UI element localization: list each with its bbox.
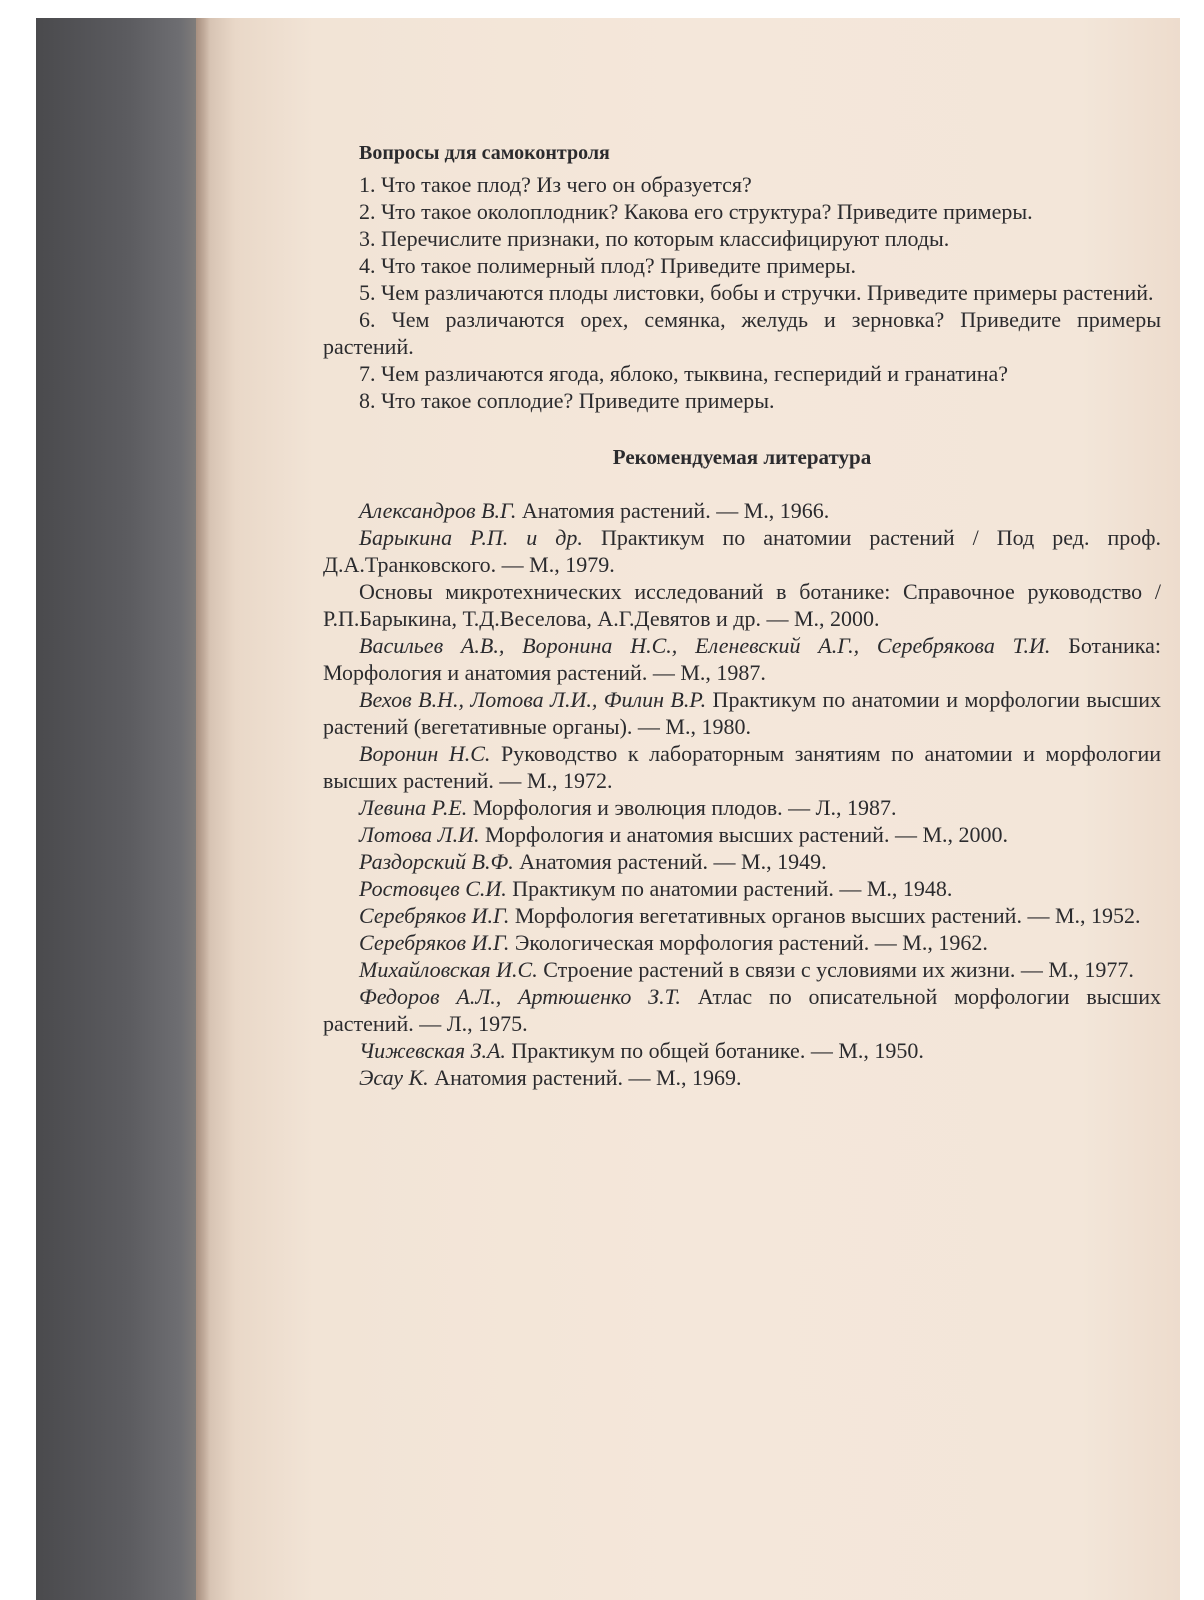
question-item: 8. Что такое соплодие? Приведите примеры. bbox=[359, 388, 775, 413]
question-item: 5. Чем различаются плоды листовки, бобы и стручки. Приведите примеры растений. bbox=[359, 280, 1154, 305]
scan-top-margin bbox=[0, 0, 1204, 18]
reference-item bbox=[323, 902, 1161, 929]
reference-item bbox=[323, 983, 1161, 1037]
reference-item bbox=[323, 740, 1161, 794]
reference-text: Практикум по анатомии и морфологии высших растений (вегетативные органы). — М., 1980. bbox=[323, 687, 1161, 739]
reference-item bbox=[323, 1037, 1161, 1064]
page-content bbox=[323, 140, 1161, 1091]
reference-author: Михайловская И.С. bbox=[359, 957, 538, 982]
reference-item bbox=[323, 929, 1161, 956]
reference-text: Основы микротехнических исследований в ботанике: Справочное руководство / Р.П.Барыкина, Т.Д.Веселова, А.Г.Девятов и др. — М., 2000. bbox=[323, 579, 1161, 631]
reference-text: Экологическая морфология растений. — М., 1962. bbox=[509, 930, 988, 955]
reference-author: Вехов В.Н., Лотова Л.И., Филин В.Р. bbox=[359, 687, 707, 712]
book-spine-shadow bbox=[36, 18, 206, 1600]
reference-text: Ботаника: Морфология и анатомия растений. — М., 1987. bbox=[323, 633, 1161, 685]
reference-author: Александров В.Г. bbox=[359, 498, 517, 523]
questions-list bbox=[323, 171, 1161, 414]
reference-item bbox=[323, 875, 1161, 902]
reference-item bbox=[323, 524, 1161, 578]
reference-author: Лотова Л.И. bbox=[359, 822, 480, 847]
questions-heading: Вопросы для самоконтроля bbox=[359, 142, 610, 164]
reference-item bbox=[323, 821, 1161, 848]
reference-author: Чижевская З.А. bbox=[359, 1038, 506, 1063]
reference-item bbox=[323, 848, 1161, 875]
reference-text: Практикум по общей ботанике. — М., 1950. bbox=[505, 1038, 924, 1063]
reference-text: Морфология и эволюция плодов. — Л., 1987. bbox=[467, 795, 897, 820]
reference-author: Раздорский В.Ф. bbox=[359, 849, 514, 874]
reference-item bbox=[323, 1064, 1161, 1091]
question-item: 6. Чем различаются орех, семянка, желудь и зерновка? Приведите примеры растений. bbox=[323, 307, 1161, 359]
reference-text: Строение растений в связи с условиями их жизни. — М., 1977. bbox=[537, 957, 1134, 982]
reference-item bbox=[323, 794, 1161, 821]
reference-text: Анатомия растений. — М., 1966. bbox=[516, 498, 830, 523]
reference-text: Практикум по анатомии растений. — М., 1948. bbox=[506, 876, 953, 901]
literature-heading: Рекомендуемая литература bbox=[612, 445, 872, 469]
reference-author: Барыкина Р.П. и др. bbox=[359, 525, 583, 550]
reference-text: Морфология вегетативных органов высших растений. — М., 1952. bbox=[509, 903, 1141, 928]
reference-author: Воронин Н.С. bbox=[359, 741, 491, 766]
reference-item bbox=[323, 578, 1161, 632]
reference-item bbox=[323, 686, 1161, 740]
reference-item bbox=[323, 956, 1161, 983]
question-item: 2. Что такое околоплодник? Какова его структура? Приведите примеры. bbox=[359, 199, 1033, 224]
reference-text: Практикум по анатомии растений / Под ред. проф. Д.А.Транковского. — М., 1979. bbox=[323, 525, 1161, 577]
reference-author: Федоров А.Л., Артюшенко З.Т. bbox=[359, 984, 681, 1009]
paper-edge-shade bbox=[196, 18, 210, 1600]
reference-author: Эсау К. bbox=[359, 1065, 429, 1090]
reference-author: Серебряков И.Г. bbox=[359, 903, 510, 928]
reference-author: Ростовцев С.И. bbox=[359, 876, 507, 901]
reference-text: Атлас по описательной морфологии высших растений. — Л., 1975. bbox=[323, 984, 1161, 1036]
reference-item bbox=[323, 497, 1161, 524]
reference-text: Анатомия растений. — М., 1969. bbox=[428, 1065, 742, 1090]
reference-author: Левина Р.Е. bbox=[359, 795, 468, 820]
reference-item bbox=[323, 632, 1161, 686]
reference-author: Серебряков И.Г. bbox=[359, 930, 510, 955]
question-item: 1. Что такое плод? Из чего он образуется? bbox=[359, 172, 752, 197]
question-item: 4. Что такое полимерный плод? Приведите примеры. bbox=[359, 253, 856, 278]
reference-text: Руководство к лабораторным занятиям по анатомии и морфологии высших растений. — М., 1972. bbox=[323, 741, 1161, 793]
reference-text: Анатомия растений. — М., 1949. bbox=[513, 849, 827, 874]
question-item: 7. Чем различаются ягода, яблоко, тыквина, гесперидий и гранатина? bbox=[359, 361, 1009, 386]
reference-author: Васильев А.В., Воронина Н.С., Еленевский А.Г., Серебрякова Т.И. bbox=[359, 633, 1051, 658]
reference-text: Морфология и анатомия высших растений. — М., 2000. bbox=[479, 822, 1009, 847]
references-list bbox=[323, 497, 1161, 1091]
question-item: 3. Перечислите признаки, по которым классифицируют плоды. bbox=[359, 226, 950, 251]
scan-right-margin bbox=[1180, 0, 1204, 1600]
